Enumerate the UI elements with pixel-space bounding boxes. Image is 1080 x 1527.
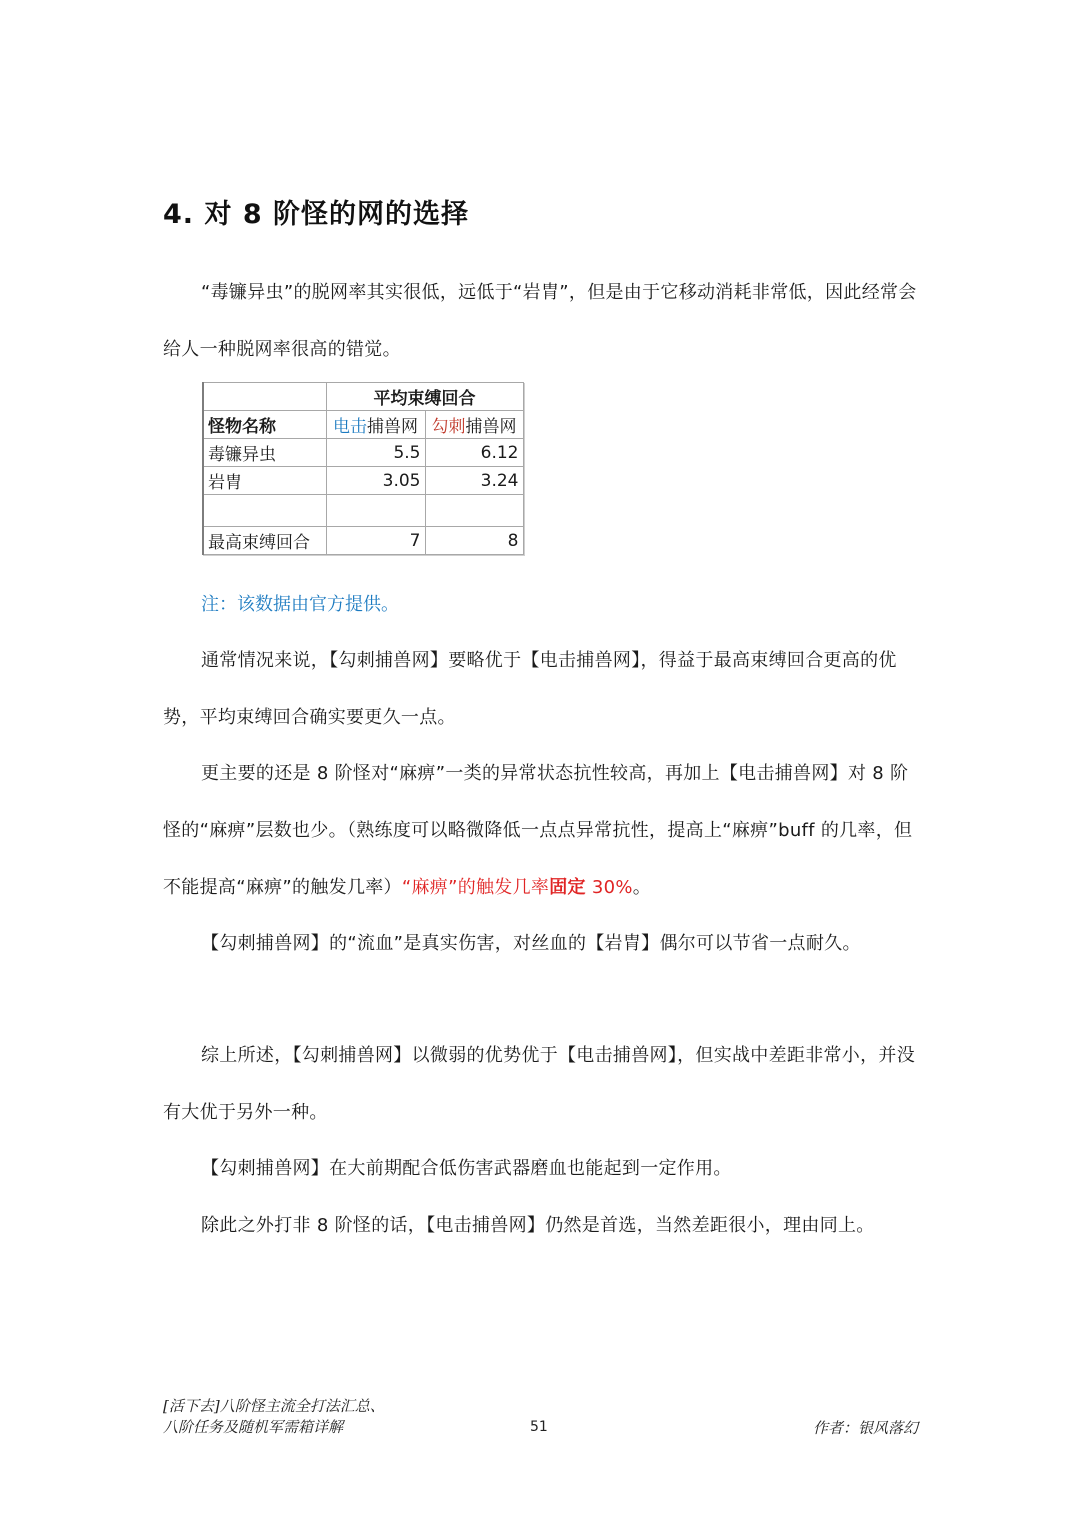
- intro-paragraph: “毒镰异虫”的脱网率其实很低，远低于“岩胄”，但是由于它移动消耗非常低，因此经常会给人一种脱网率很高的错觉。: [163, 282, 917, 360]
- table-col-hook-net: [425, 411, 523, 439]
- net-comparison-table: [202, 382, 524, 555]
- table-cell-value: 8: [425, 527, 523, 555]
- footer-title-line1: [活下去]八阶怪主流全打法汇总、: [163, 1397, 385, 1415]
- paragraph-6: 除此之外打非 8 阶怪的话，【电击捕兽网】仍然是首选，当然差距很小，理由同上。: [201, 1215, 875, 1236]
- table-row: [203, 439, 523, 467]
- net-label: 捕兽网: [367, 417, 418, 437]
- table-col-name: 怪物名称: [203, 411, 326, 439]
- footer-author: 作者：银风落幻: [812, 1419, 918, 1437]
- paragraph-4: 综上所述，【勾刺捕兽网】以微弱的优势优于【电击捕兽网】，但实战中差距非常小，并没有大优于另外一种。: [163, 1045, 915, 1123]
- table-column-header-row: [203, 411, 523, 439]
- table-cell-name: 毒镰异虫: [203, 439, 326, 467]
- page-number: 51: [530, 1419, 548, 1435]
- electric-label: 电击: [333, 417, 367, 437]
- highlight-percent: 30%: [585, 877, 633, 898]
- section-heading: 4. 对 8 阶怪的网的选择: [163, 199, 470, 230]
- footer-title-line2: 八阶任务及随机军需箱详解: [163, 1418, 344, 1436]
- table-cell-name: 最高束缚回合: [203, 527, 326, 555]
- paragraph-1: 通常情况来说，【勾刺捕兽网】要略优于【电击捕兽网】，得益于最高束缚回合更高的优势，平均束缚回合确实要更久一点。: [163, 650, 897, 728]
- table-cell-name: 岩胄: [203, 467, 326, 495]
- table-cell-value: 7: [326, 527, 425, 555]
- paragraph-5: 【勾刺捕兽网】在大前期配合低伤害武器磨血也能起到一定作用。: [201, 1158, 732, 1179]
- paragraph-2-highlight: [402, 877, 633, 898]
- paragraph-2: [163, 745, 919, 916]
- table-col-electric-net: [326, 411, 425, 439]
- table-cell-value: 5.5: [326, 439, 425, 467]
- footer-title: [163, 1396, 385, 1438]
- table-cell-value: 3.05: [326, 467, 425, 495]
- highlight-text: “麻痹”的触发几率: [401, 877, 550, 898]
- net-label: 捕兽网: [465, 417, 517, 437]
- table-cell-value: 3.24: [425, 467, 523, 495]
- table-blank-row: [203, 495, 523, 527]
- table-row: [203, 527, 523, 555]
- table-cell-empty: [203, 495, 326, 527]
- hook-label: 勾刺: [431, 417, 466, 437]
- table-cell-empty: [425, 495, 523, 527]
- paragraph-2-main: 更主要的还是 8 阶怪对“麻痹”一类的异常状态抗性较高，再加上【电击捕兽网】对 8 阶怪的“麻痹”层数也少。（熟练度可以略微降低一点点异常抗性，提高上“麻痹”buff 的几率，但不能提高“麻痹”的触发几率）: [163, 763, 913, 898]
- table-cell-empty: [326, 495, 425, 527]
- table-row: [203, 467, 523, 495]
- data-source-note: 注：该数据由官方提供。: [201, 594, 399, 615]
- paragraph-2-end: 。: [632, 877, 652, 898]
- paragraph-3: 【勾刺捕兽网】的“流血”是真实伤害，对丝血的【岩胄】偶尔可以节省一点耐久。: [201, 933, 861, 954]
- table-group-header: 平均束缚回合: [326, 383, 523, 411]
- table-header-row: [203, 383, 523, 411]
- table-empty-corner: [203, 383, 326, 411]
- table-cell-value: 6.12: [425, 439, 523, 467]
- highlight-bold: 固定: [549, 877, 586, 898]
